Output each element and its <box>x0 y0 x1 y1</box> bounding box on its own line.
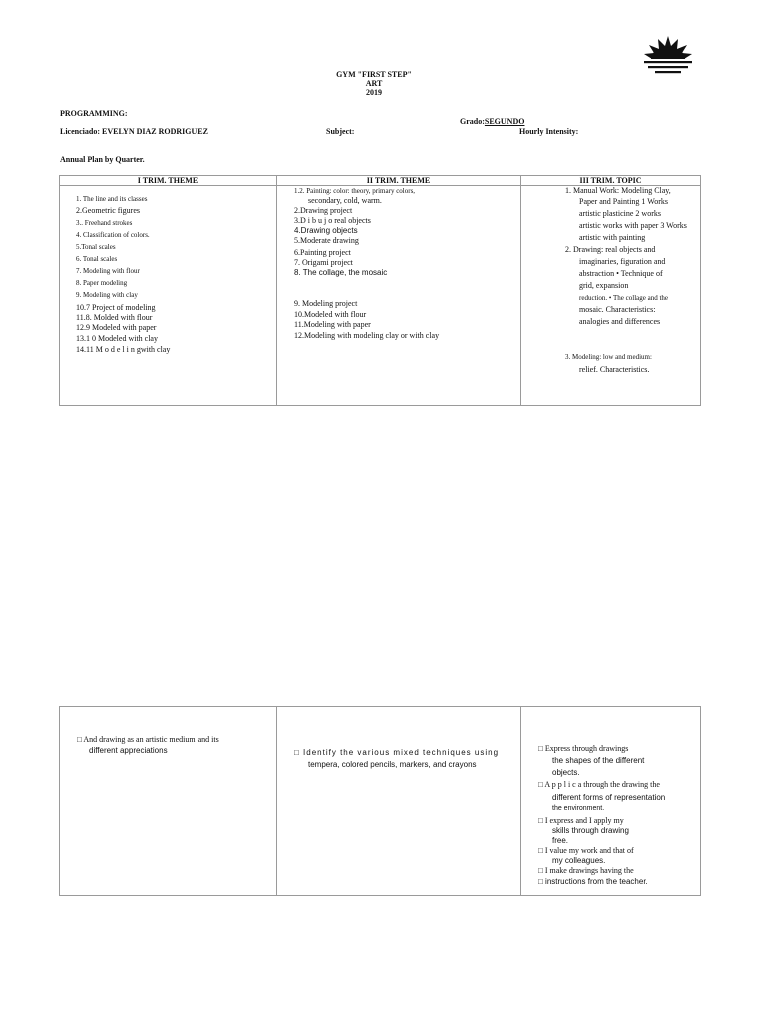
list-item: 12.Modeling with modeling clay or with clay <box>294 331 440 340</box>
list-item: artistic works with paper 3 Works <box>579 221 687 230</box>
list-item: relief. Characteristics. <box>579 365 650 374</box>
document-year: 2019 <box>366 88 382 97</box>
list-item: 6.Painting project <box>294 248 351 257</box>
plan-table-body-row <box>60 186 701 406</box>
list-item: 4. Classification of colors. <box>76 231 150 239</box>
list-item: 2. Drawing: real objects and <box>565 245 656 254</box>
plan-table-header-row <box>60 176 701 186</box>
list-item: abstraction • Technique of <box>579 269 663 278</box>
programming-label: PROGRAMMING: <box>60 109 128 118</box>
list-item: analogies and differences <box>579 317 661 326</box>
list-item: the shapes of the different <box>552 756 645 765</box>
list-item: the environment. <box>552 805 605 812</box>
list-item: 9. Modeling project <box>294 299 358 308</box>
list-item: □ I value my work and that of <box>538 846 634 855</box>
list-item: 2.Drawing project <box>294 206 353 215</box>
list-item: 1. The line and its classes <box>76 195 148 203</box>
list-item: 3.. Freehand strokes <box>76 219 133 227</box>
list-item: □ Express through drawings <box>538 744 629 753</box>
list-item: 5.Moderate drawing <box>294 236 359 245</box>
grado-label: Grado: <box>460 117 485 126</box>
list-item: 14.11 M o d e l i n gwith clay <box>76 345 171 354</box>
list-item: 10.Modeled with flour <box>294 310 367 319</box>
header-trim-1: I TRIM. THEME <box>60 176 277 186</box>
list-item: 11.Modeling with paper <box>294 320 371 329</box>
list-item: artistic with painting <box>579 233 646 242</box>
list-item: 11.8. Molded with flour <box>76 313 153 322</box>
list-item: mosaic. Characteristics: <box>579 305 656 314</box>
list-item: different appreciations <box>89 746 168 755</box>
list-item: 8. Paper modeling <box>76 279 128 287</box>
list-item: 6. Tonal scales <box>76 255 118 263</box>
list-item: 5.Tonal scales <box>76 243 116 251</box>
list-item: □ instructions from the teacher. <box>538 877 648 886</box>
list-item: □ And drawing as an artistic medium and its <box>77 735 219 744</box>
outcomes-table <box>59 706 701 896</box>
list-item: secondary, cold, warm. <box>308 196 382 205</box>
licenciado-label: Licenciado: <box>60 127 100 136</box>
grado-field <box>460 117 524 126</box>
quarter-plan-table <box>59 175 701 406</box>
header-trim-3: III TRIM. TOPIC <box>521 176 701 186</box>
list-item: grid, expansion <box>579 281 629 290</box>
trim-3-topics-cell <box>521 186 701 406</box>
list-item: □ I make drawings having the <box>538 866 634 875</box>
list-item: 8. The collage, the mosaic <box>294 268 388 277</box>
list-item: □ I express and I apply my <box>538 816 624 825</box>
list-item: □ Identify the various mixed techniques using <box>294 748 500 757</box>
list-item: imaginaries, figuration and <box>579 257 666 266</box>
list-item: 3.D i b u j o real objects <box>294 216 371 225</box>
licenciado-field <box>60 127 208 136</box>
document-subject-title: ART <box>365 79 383 88</box>
hourly-intensity-label: Hourly Intensity: <box>519 127 579 136</box>
subject-label: Subject: <box>326 127 355 136</box>
list-item: tempera, colored pencils, markers, and crayons <box>308 760 477 769</box>
outcomes-col-1-cell <box>60 707 277 896</box>
list-item: 1. Manual Work: Modeling Clay, <box>565 186 671 195</box>
list-item: 13.1 0 Modeled with clay <box>76 334 158 343</box>
list-item: 12.9 Modeled with paper <box>76 323 157 332</box>
outcomes-row <box>60 707 701 896</box>
list-item: 7. Modeling with flour <box>76 267 140 275</box>
outcomes-col-2-cell <box>277 707 521 896</box>
annual-plan-label: Annual Plan by Quarter. <box>60 155 145 164</box>
list-item: □ A p p l i c a through the drawing the <box>538 780 660 789</box>
licenciado-value: EVELYN DIAZ RODRIGUEZ <box>102 127 208 136</box>
list-item: skills through drawing <box>552 826 629 835</box>
list-item: objects. <box>552 768 580 777</box>
list-item: 2.Geometric figures <box>76 206 140 215</box>
grado-value: SEGUNDO <box>484 117 525 126</box>
list-item: artistic plasticine 2 works <box>579 209 661 218</box>
list-item: different forms of representation <box>552 793 666 802</box>
trim-2-topics-cell <box>277 186 521 406</box>
trim-1-topics-cell <box>60 186 277 406</box>
list-item: 4.Drawing objects <box>294 226 358 235</box>
outcomes-col-3-cell <box>521 707 701 896</box>
list-item: 3. Modeling: low and medium: <box>565 353 652 361</box>
list-item: my colleagues. <box>552 856 606 865</box>
header-trim-2: II TRIM. THEME <box>277 176 521 186</box>
list-item: 9. Modeling with clay <box>76 291 138 299</box>
list-item: Paper and Painting 1 Works <box>579 197 668 206</box>
list-item: free. <box>552 836 569 845</box>
list-item: 1.2. Painting: color: theory, primary colors, <box>294 187 416 195</box>
list-item: 7. Origami project <box>294 258 353 267</box>
school-name: GYM "FIRST STEP" <box>336 70 412 79</box>
list-item: reduction. • The collage and the <box>579 294 669 302</box>
list-item: 10.7 Project of modeling <box>76 303 156 312</box>
